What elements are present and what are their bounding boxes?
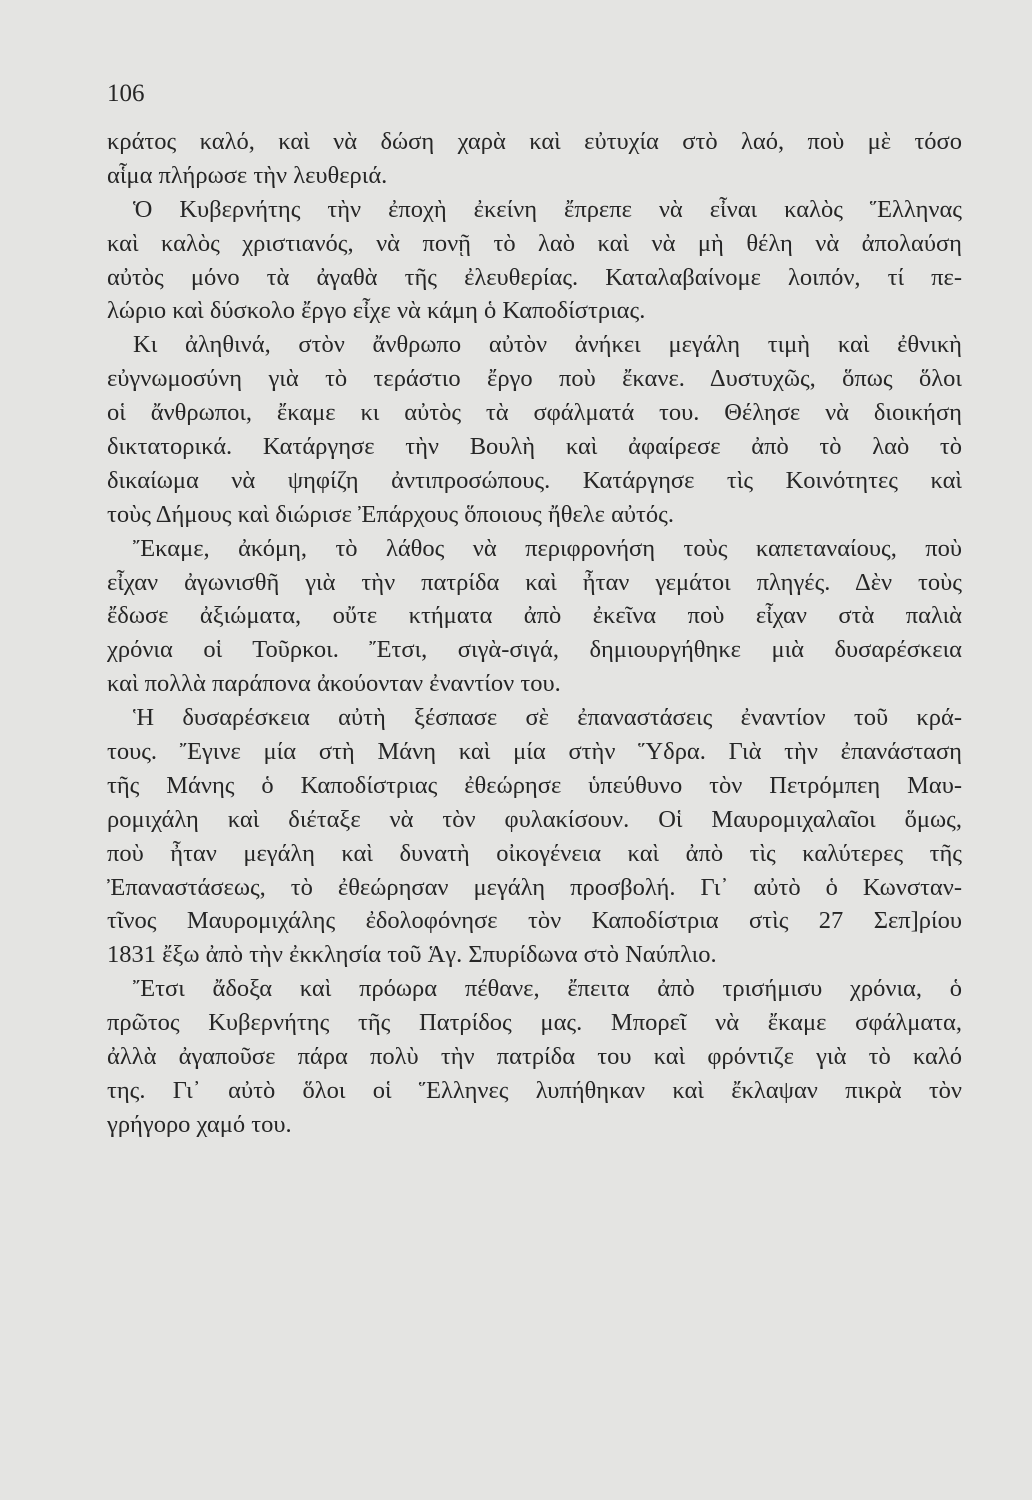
- text-line: 1831 ἔξω ἀπὸ τὴν ἐκκλησία τοῦ Ἁγ. Σπυρίδωνα στὸ Ναύπλιο.: [107, 941, 717, 969]
- text-line: καὶ πολλὰ παράπονα ἀκούονταν ἐναντίον του.: [107, 670, 561, 698]
- text-line: τους. Ἔγινε μία στὴ Μάνη καὶ μία στὴν Ὕδρα. Γιὰ τὴν ἐπανάσταση: [107, 738, 962, 766]
- text-line: τοὺς Δήμους καὶ διώρισε Ἐπάρχους ὅποιους ἤθελε αὐτός.: [107, 500, 674, 528]
- text-line: λώριο καὶ δύσκολο ἔργο εἶχε νὰ κάμη ὁ Καποδίστριας.: [107, 297, 646, 325]
- text-line: οἱ ἄνθρωποι, ἔκαμε κι αὐτὸς τὰ σφάλματά του. Θέλησε νὰ διοικήση: [107, 399, 962, 427]
- text-line: Κι ἀληθινά, στὸν ἄνθρωπο αὐτὸν ἀνήκει μεγάλη τιμὴ καὶ ἐθνικὴ: [133, 331, 962, 359]
- text-line: ρομιχάλη καὶ διέταξε νὰ τὸν φυλακίσουν. Οἱ Μαυρομιχαλαῖοι ὅμως,: [107, 805, 962, 833]
- text-line: Ἔκαμε, ἀκόμη, τὸ λάθος νὰ περιφρονήση τοὺς καπεταναίους, ποὺ: [133, 534, 962, 562]
- text-line: ἀλλὰ ἀγαποῦσε πάρα πολὺ τὴν πατρίδα του καὶ φρόντιζε γιὰ τὸ καλό: [107, 1043, 962, 1071]
- text-line: δικαίωμα νὰ ψηφίζη ἀντιπροσώπους. Κατάργησε τὶς Κοινότητες καὶ: [107, 466, 962, 494]
- text-line: δικτατορικά. Κατάργησε τὴν Βουλὴ καὶ ἀφαίρεσε ἀπὸ τὸ λαὸ τὸ: [107, 433, 962, 461]
- text-line: Ὁ Κυβερνήτης τὴν ἐποχὴ ἐκείνη ἔπρεπε νὰ εἶναι καλὸς Ἕλληνας: [133, 195, 962, 223]
- text-line: Ἡ δυσαρέσκεια αὐτὴ ξέσπασε σὲ ἐπαναστάσεις ἐναντίον τοῦ κρά-: [133, 704, 962, 732]
- text-line: Ἐπαναστάσεως, τὸ ἐθεώρησαν μεγάλη προσβολή. Γι᾿ αὐτὸ ὁ Κωνσταν-: [107, 873, 962, 901]
- text-line: εἶχαν ἀγωνισθῆ γιὰ τὴν πατρίδα καὶ ἦταν γεμάτοι πληγές. Δὲν τοὺς: [107, 568, 962, 596]
- text-line: πρῶτος Κυβερνήτης τῆς Πατρίδος μας. Μπορεῖ νὰ ἔκαμε σφάλματα,: [107, 1009, 962, 1037]
- text-line: αἷμα πλήρωσε τὴν λευθεριά.: [107, 161, 388, 189]
- text-line: αὐτὸς μόνο τὰ ἀγαθὰ τῆς ἐλευθερίας. Καταλαβαίνομε λοιπόν, τί πε-: [107, 263, 962, 291]
- text-line: ποὺ ἦταν μεγάλη καὶ δυνατὴ οἰκογένεια καὶ ἀπὸ τὶς καλύτερες τῆς: [107, 839, 962, 867]
- text-line: χρόνια οἱ Τοῦρκοι. Ἔτσι, σιγὰ-σιγά, δημιουργήθηκε μιὰ δυσαρέσκεια: [107, 636, 962, 664]
- text-line: εὐγνωμοσύνη γιὰ τὸ τεράστιο ἔργο ποὺ ἔκανε. Δυστυχῶς, ὅπως ὅλοι: [107, 365, 962, 393]
- page-number: 106: [107, 80, 145, 107]
- text-line: κράτος καλό, καὶ νὰ δώση χαρὰ καὶ εὐτυχία στὸ λαό, ποὺ μὲ τόσο: [107, 128, 962, 155]
- text-line: γρήγορο χαμό του.: [107, 1110, 292, 1138]
- text-line: της. Γι᾿ αὐτὸ ὅλοι οἱ Ἕλληνες λυπήθηκαν καὶ ἔκλαψαν πικρὰ τὸν: [107, 1076, 962, 1104]
- text-line: τῆς Μάνης ὁ Καποδίστριας ἐθεώρησε ὑπεύθυνο τὸν Πετρόμπεη Μαυ-: [107, 771, 962, 799]
- body-text: [107, 125, 962, 1142]
- text-line: τῖνος Μαυρομιχάλης ἐδολοφόνησε τὸν Καποδίστρια στὶς 27 Σεπ]ρίου: [107, 907, 962, 935]
- text-line: ἔδωσε ἀξιώματα, οὔτε κτήματα ἀπὸ ἐκεῖνα ποὺ εἶχαν στὰ παλιὰ: [107, 602, 962, 630]
- text-line: Ἔτσι ἄδοξα καὶ πρόωρα πέθανε, ἔπειτα ἀπὸ τρισήμισυ χρόνια, ὁ: [133, 975, 962, 1003]
- text-line: καὶ καλὸς χριστιανός, νὰ πονῇ τὸ λαὸ καὶ νὰ μὴ θέλη νὰ ἀπολαύση: [107, 229, 962, 257]
